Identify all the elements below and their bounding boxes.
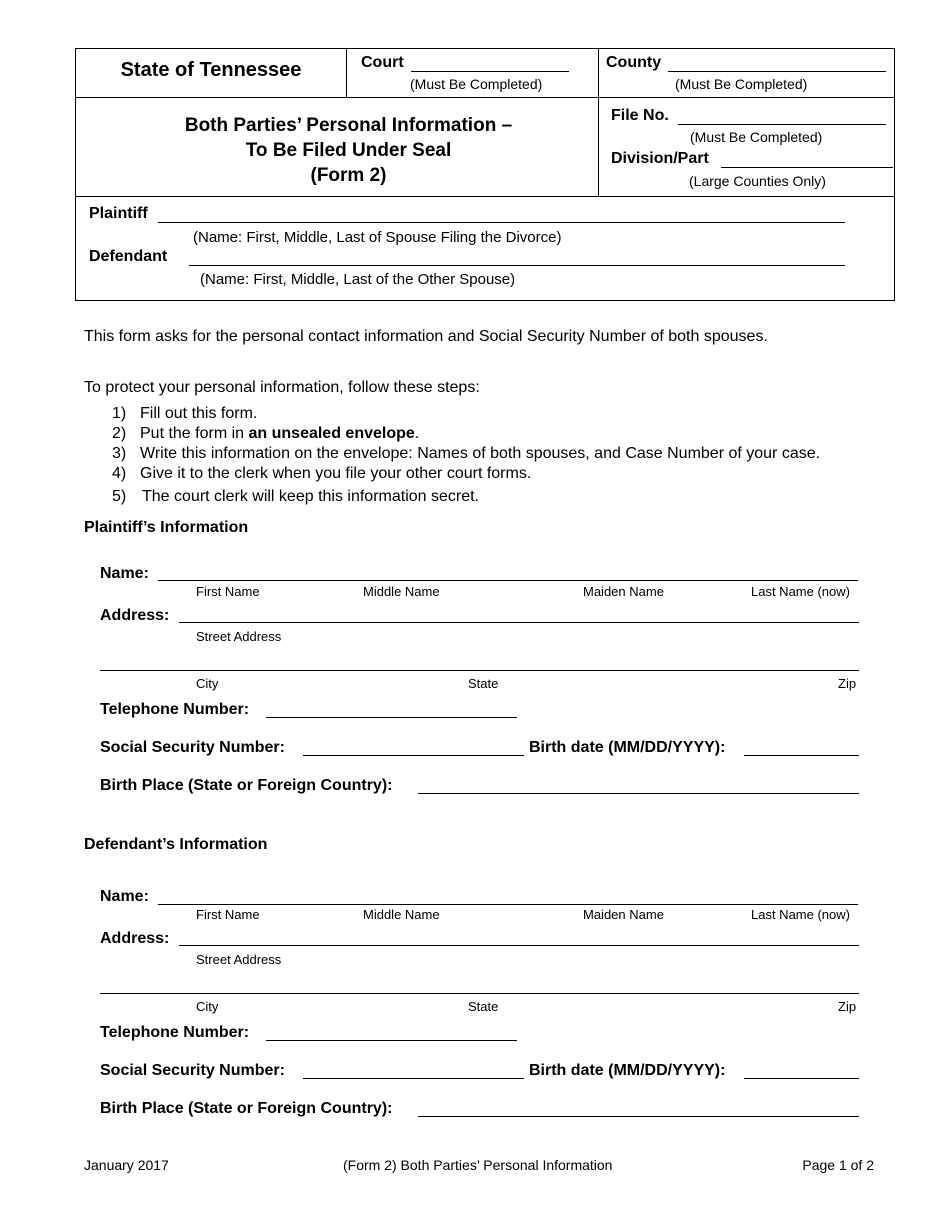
first-name-caption: First Name — [196, 907, 260, 922]
intro-sentence: This form asks for the personal contact information and Social Security Number of both spouses. — [84, 328, 768, 345]
county-input[interactable] — [669, 53, 885, 71]
phone-underline — [266, 717, 517, 718]
city-caption: City — [196, 999, 219, 1014]
footer-title: (Form 2) Both Parties’ Personal Information — [343, 1157, 613, 1173]
ssn-underline — [303, 755, 524, 756]
step-number: 4) — [112, 465, 127, 482]
birthdate-underline — [744, 1078, 859, 1079]
birthplace-underline — [418, 793, 859, 794]
step-number: 2) — [112, 425, 127, 442]
step-text: The court clerk will keep this information secret. — [142, 488, 480, 505]
ssn-label: Social Security Number: — [100, 1062, 285, 1079]
file-no-note: (Must Be Completed) — [690, 129, 823, 145]
plaintiff-note: (Name: First, Middle, Last of Spouse Filing the Divorce) — [193, 229, 562, 246]
state-caption: State — [468, 676, 499, 691]
address-label: Address: — [100, 607, 170, 624]
step-text: Fill out this form. — [140, 405, 258, 422]
middle-name-caption: Middle Name — [363, 584, 440, 599]
plaintiff-city-state-zip-input[interactable] — [102, 652, 857, 670]
defendant-city-state-zip-input[interactable] — [102, 975, 857, 993]
first-name-caption: First Name — [196, 584, 260, 599]
birthplace-underline — [418, 1116, 859, 1117]
zip-caption: Zip — [838, 999, 857, 1014]
court-note: (Must Be Completed) — [410, 76, 543, 92]
birthdate-label: Birth date (MM/DD/YYYY): — [529, 739, 726, 756]
phone-underline — [266, 1040, 517, 1041]
steps-intro: To protect your personal information, follow these steps: — [84, 379, 480, 396]
division-note: (Large Counties Only) — [689, 173, 826, 189]
page-number: Page 1 of 2 — [802, 1157, 874, 1173]
defendant-info-heading: Defendant’s Information — [84, 836, 268, 853]
court-underline — [411, 71, 569, 72]
name-label: Name: — [100, 888, 149, 905]
court-input[interactable] — [412, 53, 568, 71]
address-label: Address: — [100, 930, 170, 947]
ssn-label: Social Security Number: — [100, 739, 285, 756]
step-text-part: . — [414, 425, 420, 442]
county-note: (Must Be Completed) — [675, 76, 808, 92]
county-underline — [668, 71, 886, 72]
last-name-caption: Last Name (now) — [751, 584, 850, 599]
last-name-caption: Last Name (now) — [751, 907, 850, 922]
division-underline — [721, 167, 893, 168]
step-text-part: Put the form in — [140, 425, 249, 442]
name-label: Name: — [100, 565, 149, 582]
plaintiff-label: Plaintiff — [89, 205, 148, 222]
defendant-note: (Name: First, Middle, Last of the Other Spouse) — [200, 271, 516, 288]
county-label: County — [606, 54, 662, 71]
plaintiff-input[interactable] — [159, 204, 843, 222]
maiden-name-caption: Maiden Name — [583, 907, 664, 922]
city-caption: City — [196, 676, 219, 691]
ssn-underline — [303, 1078, 524, 1079]
city-underline — [100, 993, 859, 994]
file-no-input[interactable] — [679, 106, 885, 124]
form-title-line3: (Form 2) — [310, 165, 387, 186]
step-number: 1) — [112, 405, 127, 422]
form-title-line2: To Be Filed Under Seal — [245, 140, 452, 161]
birthplace-label: Birth Place (State or Foreign Country): — [100, 1100, 393, 1117]
birthdate-label: Birth date (MM/DD/YYYY): — [529, 1062, 726, 1079]
middle-name-caption: Middle Name — [363, 907, 440, 922]
plaintiff-birthplace-input[interactable] — [420, 775, 857, 793]
plaintiff-info-heading: Plaintiff’s Information — [84, 519, 249, 536]
step-text: Give it to the clerk when you file your other court forms. — [140, 465, 532, 482]
defendant-name-input[interactable] — [160, 886, 856, 904]
form-title-line1: Both Parties’ Personal Information – — [184, 115, 513, 136]
defendant-birthplace-input[interactable] — [420, 1098, 857, 1116]
defendant-birthdate-input[interactable] — [746, 1060, 857, 1078]
form-title — [76, 113, 621, 188]
court-label: Court — [361, 54, 404, 71]
plaintiff-street-input[interactable] — [181, 605, 857, 623]
defendant-label: Defendant — [89, 248, 168, 265]
plaintiff-name-input[interactable] — [160, 563, 856, 581]
zip-caption: Zip — [838, 676, 857, 691]
plaintiff-ssn-input[interactable] — [305, 737, 522, 755]
step-text: Write this information on the envelope: Names of both spouses, and Case Number of your case. — [140, 445, 821, 462]
phone-label: Telephone Number: — [100, 701, 250, 718]
division-label: Division/Part — [611, 150, 709, 167]
street-underline — [179, 945, 859, 946]
birthplace-label: Birth Place (State or Foreign Country): — [100, 777, 393, 794]
birthdate-underline — [744, 755, 859, 756]
defendant-underline — [189, 265, 845, 266]
step-number: 5) — [112, 488, 127, 505]
step-number: 3) — [112, 445, 127, 462]
file-no-label: File No. — [611, 107, 669, 124]
street-caption: Street Address — [196, 952, 282, 967]
name-underline — [158, 904, 858, 905]
step-text-bold: an unsealed envelope — [248, 425, 415, 442]
defendant-ssn-input[interactable] — [305, 1060, 522, 1078]
defendant-phone-input[interactable] — [268, 1022, 515, 1040]
plaintiff-birthdate-input[interactable] — [746, 737, 857, 755]
city-underline — [100, 670, 859, 671]
footer-date: January 2017 — [84, 1157, 169, 1173]
state-name: State of Tennessee — [120, 59, 302, 81]
street-underline — [179, 622, 859, 623]
plaintiff-phone-input[interactable] — [268, 699, 515, 717]
step-text — [140, 425, 419, 443]
file-no-underline — [678, 124, 886, 125]
division-input[interactable] — [722, 149, 892, 167]
name-underline — [158, 580, 858, 581]
maiden-name-caption: Maiden Name — [583, 584, 664, 599]
defendant-street-input[interactable] — [181, 928, 857, 946]
defendant-input[interactable] — [190, 247, 843, 265]
street-caption: Street Address — [196, 629, 282, 644]
plaintiff-underline — [158, 222, 845, 223]
phone-label: Telephone Number: — [100, 1024, 250, 1041]
state-caption: State — [468, 999, 499, 1014]
